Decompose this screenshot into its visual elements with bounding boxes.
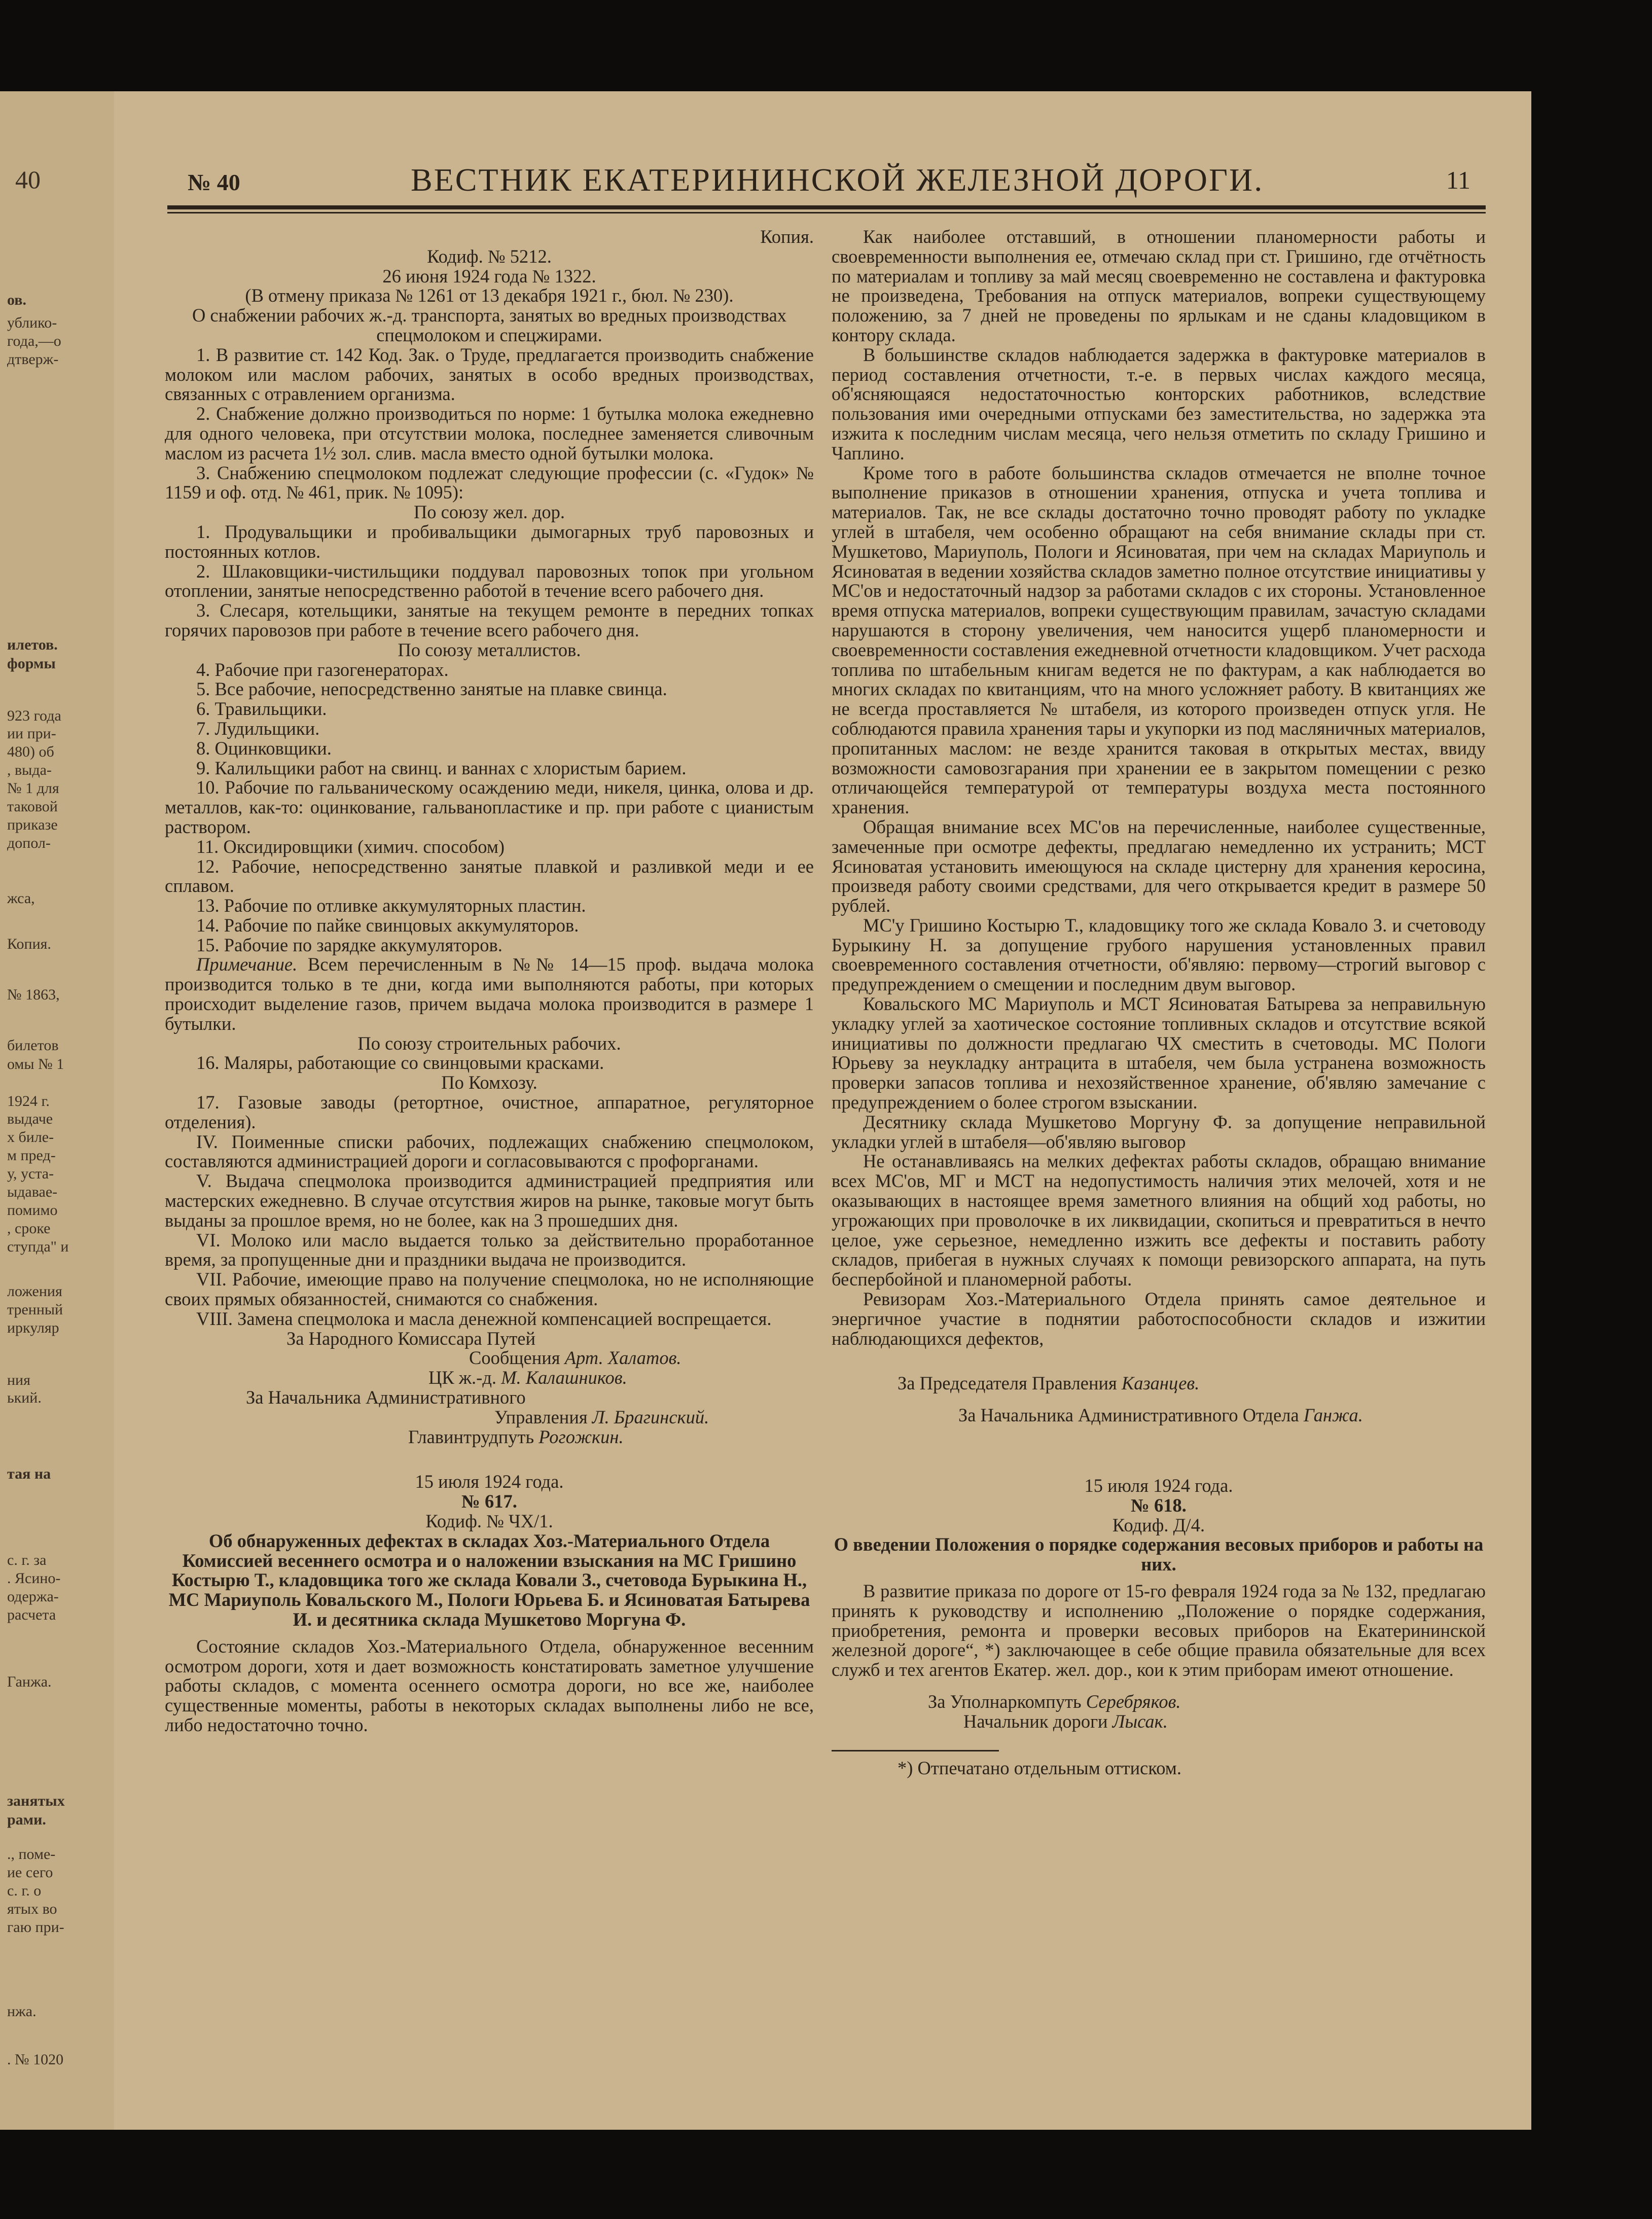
signature-line: За Народного Комиссара Путей [286, 1328, 536, 1349]
paragraph: Состояние складов Хоз.-Материального Отдела, обнаруженное весенним осмотром дороги, хотя и дает возможность констатировать заметное улучшение работы складов, с момента осеннего осмотра дороги, но все же, наиболее существенные моменты, работы в некоторых складах выполнены либо не все, либо недостаточно точно. [165, 1635, 814, 1735]
order-date: 15 июля 1924 года. [1084, 1475, 1233, 1496]
signature-line: За Начальника Административного [246, 1387, 526, 1408]
left-page-fragment: у, уста- [7, 1165, 54, 1182]
paragraph: МС'у Гришино Костырю Т., кладовщику того же склада Ковало З. и счетоводу Бурыкину Н. за допущение грубого нарушения установленных правил своевременного составления отчетности, об'являю: первому—строгий выговор с предупреждением о смещении и последним двум выговор. [832, 914, 1486, 995]
left-page-fragment: допол- [7, 835, 51, 851]
left-page-fragment: ии при- [7, 725, 56, 742]
list-item: 7. Лудильщики. [196, 718, 320, 739]
left-page-fragment: Ганжа. [7, 1673, 52, 1690]
codification: Кодиф. № 5212. [427, 245, 552, 267]
cancel-note: (В отмену приказа № 1261 от 13 декабря 1921 г., бюл. № 230). [245, 285, 734, 306]
left-page-fragment: , выда- [7, 762, 52, 778]
left-page-fragment: гаю при- [7, 1919, 64, 1936]
order-date: 15 июля 1924 года. [415, 1471, 564, 1492]
list-item: 13. Рабочие по отливке аккумуляторных пластин. [196, 895, 586, 916]
left-page-fragment: , сроке [7, 1220, 51, 1237]
left-page-fragment: нжа. [7, 2003, 37, 2020]
list-item: 14. Рабочие по пайке свинцовых аккумуляторов. [196, 914, 579, 936]
list-item: 11. Оксидировщики (химич. способом) [196, 836, 505, 857]
paragraph: Как наиболее отставший, в отношении планомерности работы и своевременности выполнения ее, отмечаю склад при ст. Гришино, где отчётность по материалам и топливу за май месяц своевременно не составлена и фактуровка не произведена, Требования на отпуск материалов, вопреки существующему положению, за 7 дней не проведены по ярлыкам и не сданы кладовщиком в контору склада. [832, 226, 1486, 345]
signature-line: Сообщения Арт. Халатов. [469, 1347, 681, 1369]
left-page-fragment: ложения [7, 1283, 62, 1300]
left-page-fragment: х биле- [7, 1129, 54, 1146]
left-page-fragment: иркуляр [7, 1319, 59, 1336]
left-page-fragment: Копия. [7, 936, 51, 952]
left-page-fragment: таковой [7, 798, 58, 815]
left-page-fragment: тая на [7, 1465, 51, 1482]
list-item: 5. Все рабочие, непосредственно занятые на плавке свинца. [196, 678, 667, 700]
order-subject: О снабжении рабочих ж.-д. транспорта, занятых во вредных производствах спецмолоком и спецжирами. [192, 305, 787, 345]
left-page-fragment: ., поме- [7, 1846, 56, 1863]
paragraph: 3. Снабжению спецмолоком подлежат следующие профессии (с. «Гудок» № 1159 и оф. отд. № 461, прик. № 1095): [165, 462, 814, 503]
left-page-fragment: илетов. [7, 636, 58, 653]
left-page-fragment: с. г. о [7, 1882, 42, 1899]
signature-line: За Начальника Административного Отдела Ганжа. [958, 1405, 1363, 1426]
footnote-rule [832, 1750, 999, 1751]
left-page-fragment: занятых [7, 1793, 65, 1809]
paragraph: Обращая внимание всех МС'ов на перечисленные, наиболее существенные, замеченные при осмотре дефекты, предлагаю немедленно их устранить; МСТ Ясиноватая установить имеющуюся на складе цистерну для хранения керосина, произведя работу своими средствами, для чего открывается кредит в размере 50 рублей. [832, 816, 1486, 916]
copy-label: Копия. [760, 226, 814, 247]
paragraph: Не останавливаясь на мелких дефектах работы складов, обращаю внимание всех МС'ов, МГ и МСТ на недопустимость наличия этих мелочей, хотя и не оказывающих в настоящее время заметного влияния на общий ход работы, но угрожающих при проволочке в их ликвидации, скопиться и превратиться в нечто целое, уже серьезное, немедленно изжить все дефекты и поставить работу складов, прибегая в нужных случаях к помощи ревизорского аппарата, на путь беспербойной и планомерной работы. [832, 1151, 1486, 1290]
page-header [183, 161, 1481, 202]
codification: Кодиф. № ЧХ/1. [425, 1511, 553, 1531]
page-number: 11 [1446, 166, 1470, 194]
left-page-fragment: одержа- [7, 1588, 59, 1605]
signature-line: За Председателя Правления Казанцев. [897, 1373, 1200, 1394]
header-rule-thin [167, 212, 1486, 213]
left-page-fragment: тренный [7, 1301, 63, 1318]
order-date: 26 июня 1924 года № 1322. [382, 265, 596, 287]
left-page-fragment: формы [7, 655, 56, 672]
list-item: 17. Газовые заводы (ретортное, очистное, аппаратное, регуляторное отделения). [165, 1092, 814, 1132]
paragraph: В развитие приказа по дороге от 15-го февраля 1924 года за № 132, предлагаю принять к руководству и исполнению „Положение о порядке содержания, приобретения, ремонта и проверки весовых приборов на Екатерининской железной дороге“, *) заключающее в себе общие правила обязательные для всех служб и тех агентов Екатер. жел. дор., кои к этим приборам имеют отношение. [832, 1581, 1486, 1680]
signature-line: Начальник дороги Лысак. [963, 1710, 1168, 1732]
footnote: *) Отпечатано отдельным оттиском. [897, 1757, 1181, 1778]
signature-line: За Уполнаркомпуть Серебряков. [928, 1691, 1181, 1712]
paragraph: VI. Молоко или масло выдается только за действительно проработанное время, за пропущенные дни и праздники выдача не производится. [165, 1229, 814, 1270]
left-page-fragment: ыдавае- [7, 1184, 58, 1200]
left-page-strip [0, 91, 118, 2130]
list-item: 2. Шлаковщики-чистильщики поддувал паровозных топок при угольном отоплении, занятые непосредственно работой в течение всего рабочего дня. [165, 560, 814, 601]
note [165, 955, 814, 1033]
left-page-fragment: ие сего [7, 1864, 53, 1881]
left-page-fragment: расчета [7, 1606, 56, 1623]
paragraph: Кроме того в работе большинства складов отмечается не вполне точное выполнение приказов в отношении хранения, отпуска и учета топлива и материалов. Так, не все склады достаточно точно проводят работу по укладке углей в штабеля, чем особенно обращают на себя внимание склады при ст. Мушкетово, Мариуполь, Пологи и Ясиноватая, при чем на складах Мариуполь и Ясиноватая в ведении хозяйства складов заметно полное отсутствие инициативы у МС'ов и недостаточный надзор за работами складов с их стороны. Установленное время отпуска материалов, вопреки существующим правилам, зачастую складами нарушаются в сторону увеличения, чем наносится ущерб планомерности и своевременности составления ежедневной отчетности кладовщиком. Учет расхода топлива по штабельным книгам ведется не по фактурам, а как наблюдается во многих складах по квитанциям, что на много усложняет работу. В квитанциях же не всегда проставляется № штабеля, из которого произведен отпуск угля. Не соблюдаются правила хранения тары и укупорки из под масляничных материалов, пропитанных маслом: не везде хранится таковая в открытых местах, ввиду возможности самовозгарания при хранении ее в закрытом помещении с резко отличающейся температурой от температуры воздуха места постоянного хранения. [832, 462, 1486, 818]
list-item: 16. Маляры, работающие со свинцовыми красками. [196, 1052, 604, 1073]
signature-line: Главинтрудпуть Рогожкин. [408, 1426, 624, 1447]
header-rule-thick [167, 205, 1486, 209]
list-item: 3. Слесаря, котельщики, занятые на текущем ремонте в передних топках горячих паровозов при работе в течение всего рабочего дня. [165, 600, 814, 640]
left-page-fragment: 1924 г. [7, 1093, 50, 1110]
left-page-fragment: ступда" и [7, 1238, 69, 1255]
paragraph: VIII. Замена спецмолока и масла денежной компенсацией воспрещается. [196, 1308, 772, 1329]
note-label: Примечание. [196, 954, 298, 975]
left-page-fragment: рами. [7, 1811, 46, 1828]
paragraph: VII. Рабочие, имеющие право на получение спецмолока, но не исполняющие своих прямых обязанностей, снимаются со снабжения. [165, 1269, 814, 1310]
note-text: Всем перечисленным в №№ 14—15 проф. выдача молока производится только в те дни, когда ими выполняются работы, при которых происходит выделение газов, причем выдача молока производится в размере 1 бутылки. [165, 954, 814, 1034]
codification: Кодиф. Д/4. [1112, 1514, 1205, 1535]
left-page-fragment: дтверж- [7, 351, 59, 368]
list-item: 9. Калильщики работ на свинц. и ваннах с хлористым барием. [196, 757, 687, 778]
left-page-fragment: ублико- [7, 314, 57, 331]
paragraph: 1. В развитие ст. 142 Код. Зак. о Труде, предлагается производить снабжение молоком или маслом рабочих, занятых в особо вредных производствах, связанных с отравлением организма. [165, 344, 814, 405]
paragraph: V. Выдача спецмолока производится администрацией предприятия или мастерских ежедневно. В случае отсутствия жиров на рынке, таковые могут быть выданы за прошлое время, но не более, как на 3 прошедших дня. [165, 1170, 814, 1231]
left-page-fragment: ов. [7, 292, 26, 308]
union-heading: По союзу металлистов. [398, 639, 581, 660]
order-number: № 618. [1131, 1494, 1187, 1516]
issue-number: № 40 [188, 169, 240, 195]
list-item: 1. Продувальщики и пробивальщики дымогарных труб паровозных и постоянных котлов. [165, 521, 814, 562]
left-page-fragment: . № 1020 [7, 2051, 64, 2068]
union-heading: По союзу строительных рабочих. [357, 1032, 621, 1054]
order-subject: Об обнаруженных дефектах в складах Хоз.-Материального Отдела Комиссией весеннего осмотра и о наложении взыскания на МС Гришино Костырю Т., кладовщика того же склада Ковали З., счетовода Бурыкина Н., МС Мариуполь Ковальского М., Пологи Юрьева Б. и Ясиноватая Батырева И. и десятника склада Мушкетово Моргуна Ф. [168, 1530, 810, 1630]
left-page-fragment: билетов [7, 1037, 59, 1054]
paragraph: В большинстве складов наблюдается задержка в фактуровке материалов в период составления отчетности, т.-е. в первых числах каждого месяца, об'ясняющаяся недостаточностью конторских работников, вследствие пользования ими очередными отпусками без заместительства, но задержка эта изжита к последним числам месяца, чего нельзя отметить по складу Гришино и Чаплино. [832, 344, 1486, 463]
order-subject: О введении Положения о порядке содержания весовых приборов и работы на них. [834, 1534, 1484, 1575]
left-page-fragment: приказе [7, 816, 58, 833]
list-item: 4. Рабочие при газогенераторах. [196, 659, 449, 680]
paragraph: Ковальского МС Мариуполь и МСТ Ясиноватая Батырева за неправильную укладку углей за хаотическое состояние топливных складов и отсутствие всякой инициативы по должности предлагаю ЧХ сместить в счетоводы. МС Пологи Юрьеву за неукладку антрацита в штабеля, чем была устранена возможность проверки запасов топлива и нехозяйственное хранение, об'являю замечание с предупреждением о более строгом взыскании. [832, 993, 1486, 1113]
left-page-fragment: помимо [7, 1202, 58, 1219]
list-item: 6. Травильщики. [196, 698, 327, 720]
left-page-fragment: № 1 для [7, 780, 59, 797]
left-page-fragment: 480) об [7, 743, 54, 760]
list-item: 10. Рабочие по гальваническому осаждению меди, никеля, цинка, олова и др. металлов, как-то: оцинкование, гальванопластике и пр. при работе с цианистым раствором. [165, 777, 814, 837]
journal-title: ВЕСТНИК ЕКАТЕРИНИНСКОЙ ЖЕЛЕЗНОЙ ДОРОГИ. [411, 162, 1264, 198]
left-page-fragment: 923 года [7, 707, 61, 724]
left-page-fragment: года,—о [7, 333, 61, 349]
left-page-fragment: с. г. за [7, 1552, 47, 1568]
left-page-fragment: . Ясино- [7, 1570, 61, 1587]
paragraph: Ревизорам Хоз.-Материального Отдела принять самое деятельное и энергичное участие в поднятии работоспособности складов и изжитии наблюдающихся дефектов, [832, 1289, 1486, 1349]
left-page-fragment: ния [7, 1372, 30, 1388]
signature-line: Управления Л. Брагинский. [494, 1406, 709, 1427]
left-page-fragment: м пред- [7, 1147, 56, 1164]
list-item: 8. Оцинковщики. [196, 737, 332, 759]
signature-line: ЦК ж.-д. М. Калашников. [428, 1367, 627, 1388]
union-heading: По Комхозу. [441, 1072, 537, 1093]
left-page-fragment: омы № 1 [7, 1056, 64, 1072]
column-left [165, 227, 814, 1735]
left-page-fragment: жса, [7, 890, 35, 907]
list-item: 12. Рабочие, непосредственно занятые плавкой и разливкой меди и ее сплавом. [165, 855, 814, 897]
left-page-fragment: № 1863, [7, 986, 60, 1003]
paragraph: IV. Поименные списки рабочих, подлежащих снабжению спецмолоком, составляются администрацией дороги и согласовываются с профорганами. [165, 1131, 814, 1172]
left-page-fragment: выдаче [7, 1111, 53, 1127]
order-number: № 617. [461, 1491, 517, 1512]
union-heading: По союзу жел. дор. [413, 502, 565, 523]
paragraph: 2. Снабжение должно производиться по норме: 1 бутылка молока ежедневно для одного человека, при отсутствии молока, последнее заменяется сливочным маслом из расчета 1½ зол. слив. масла вместо одной бутылки молока. [165, 403, 814, 463]
left-page-fragment: ький. [7, 1389, 42, 1406]
column-right [832, 227, 1486, 1778]
left-page-fragment: ятых во [7, 1901, 57, 1917]
list-item: 15. Рабочие по зарядке аккумуляторов. [196, 934, 502, 955]
left-page-number: 40 [15, 165, 41, 194]
paragraph: Десятнику склада Мушкетово Моргуну Ф. за допущение неправильной укладки углей в штабеля—об'являю выговор [832, 1111, 1486, 1152]
